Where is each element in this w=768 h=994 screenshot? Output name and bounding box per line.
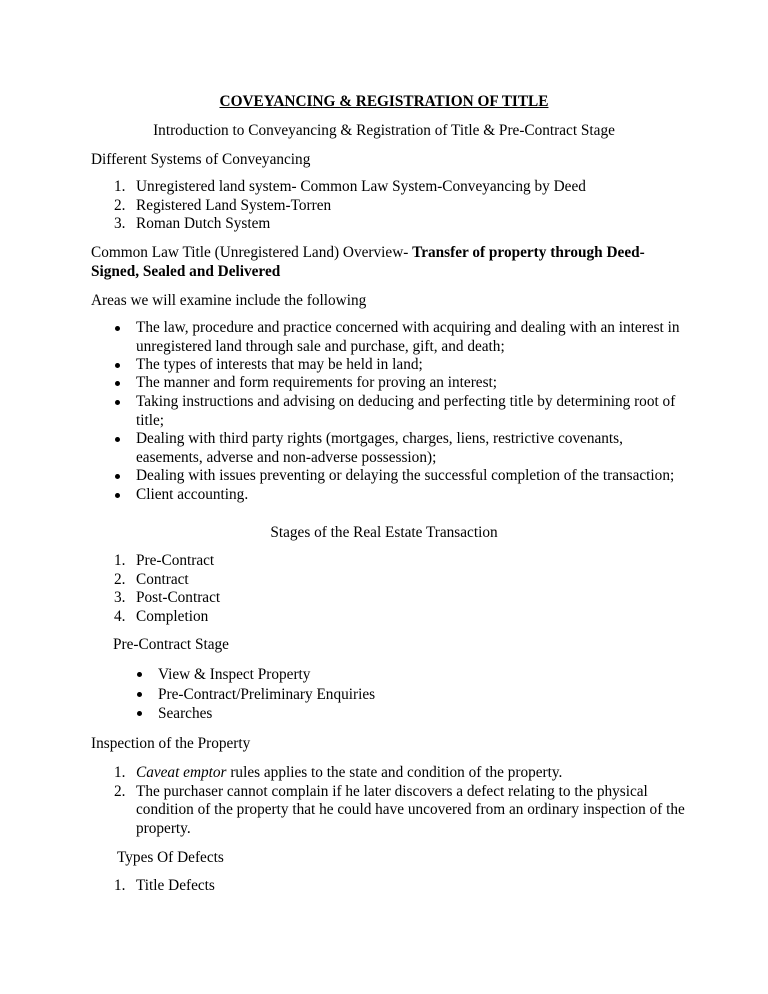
bullet-icon xyxy=(137,711,142,716)
overview-line-2: Signed, Sealed and Delivered xyxy=(91,263,281,280)
list-item: Searches xyxy=(158,705,213,722)
list-number: 4. xyxy=(114,608,126,625)
list-number: 1. xyxy=(114,764,126,781)
list-number: 1. xyxy=(114,552,126,569)
document-subtitle: Introduction to Conveyancing & Registration of Title & Pre-Contract Stage xyxy=(153,122,615,139)
list-number: 1. xyxy=(114,178,126,195)
areas-heading: Areas we will examine include the following xyxy=(91,292,367,309)
bullet-icon xyxy=(115,326,120,331)
list-number: 3. xyxy=(114,215,126,232)
list-item: Dealing with third party rights (mortgages, charges, liens, restrictive covenants, xyxy=(136,430,623,447)
systems-heading: Different Systems of Conveyancing xyxy=(91,151,311,168)
list-item: Pre-Contract xyxy=(136,552,215,569)
list-item-continuation: property. xyxy=(136,820,191,837)
overview-label: Common Law Title (Unregistered Land) Overview- xyxy=(91,244,413,261)
list-number: 2. xyxy=(114,197,126,214)
list-item: The types of interests that may be held in land; xyxy=(136,356,423,373)
overview-emphasis: Transfer of property through Deed- xyxy=(412,244,645,261)
bullet-icon xyxy=(115,400,120,405)
list-item: Registered Land System-Torren xyxy=(136,197,332,214)
overview-line-1 xyxy=(91,243,645,262)
list-item: The law, procedure and practice concerned with acquiring and dealing with an interest in xyxy=(136,319,680,336)
list-number: 3. xyxy=(114,589,126,606)
list-item-continuation: unregistered land through sale and purchase, gift, and death; xyxy=(136,338,505,355)
list-number: 2. xyxy=(114,571,126,588)
bullet-icon xyxy=(115,437,120,442)
list-item: View & Inspect Property xyxy=(158,666,311,683)
list-item-continuation: easements, adverse and non-adverse possession); xyxy=(136,449,437,466)
document-title: COVEYANCING & REGISTRATION OF TITLE xyxy=(219,93,549,110)
bullet-icon xyxy=(137,672,142,677)
list-item: Dealing with issues preventing or delaying the successful completion of the transaction; xyxy=(136,467,675,484)
list-item-text: rules applies to the state and condition of the property. xyxy=(226,764,563,781)
list-item: The purchaser cannot complain if he later discovers a defect relating to the physical xyxy=(136,783,648,800)
list-item xyxy=(136,763,562,782)
bullet-icon xyxy=(115,493,120,498)
list-item: Roman Dutch System xyxy=(136,215,271,232)
list-item-continuation: title; xyxy=(136,412,165,429)
list-item: Pre-Contract/Preliminary Enquiries xyxy=(158,686,376,703)
list-item: Contract xyxy=(136,571,189,588)
stages-heading: Stages of the Real Estate Transaction xyxy=(270,524,498,541)
defects-heading: Types Of Defects xyxy=(117,849,224,866)
list-item: The manner and form requirements for proving an interest; xyxy=(136,374,498,391)
list-item: Title Defects xyxy=(136,877,215,894)
inspection-heading: Inspection of the Property xyxy=(91,735,251,752)
list-item: Post-Contract xyxy=(136,589,221,606)
bullet-icon xyxy=(115,381,120,386)
list-item: Client accounting. xyxy=(136,486,249,503)
list-number: 1. xyxy=(114,877,126,894)
list-item-continuation: condition of the property that he could have uncovered from an ordinary inspection of the xyxy=(136,801,685,818)
bullet-icon xyxy=(137,692,142,697)
list-item: Completion xyxy=(136,608,209,625)
bullet-icon xyxy=(115,363,120,368)
list-number: 2. xyxy=(114,783,126,800)
list-item: Taking instructions and advising on deducing and perfecting title by determining root of xyxy=(136,393,676,410)
bullet-icon xyxy=(115,474,120,479)
pre-contract-heading: Pre-Contract Stage xyxy=(113,636,229,653)
caveat-emptor-term: Caveat emptor xyxy=(136,764,227,781)
list-item: Unregistered land system- Common Law System-Conveyancing by Deed xyxy=(136,178,586,195)
